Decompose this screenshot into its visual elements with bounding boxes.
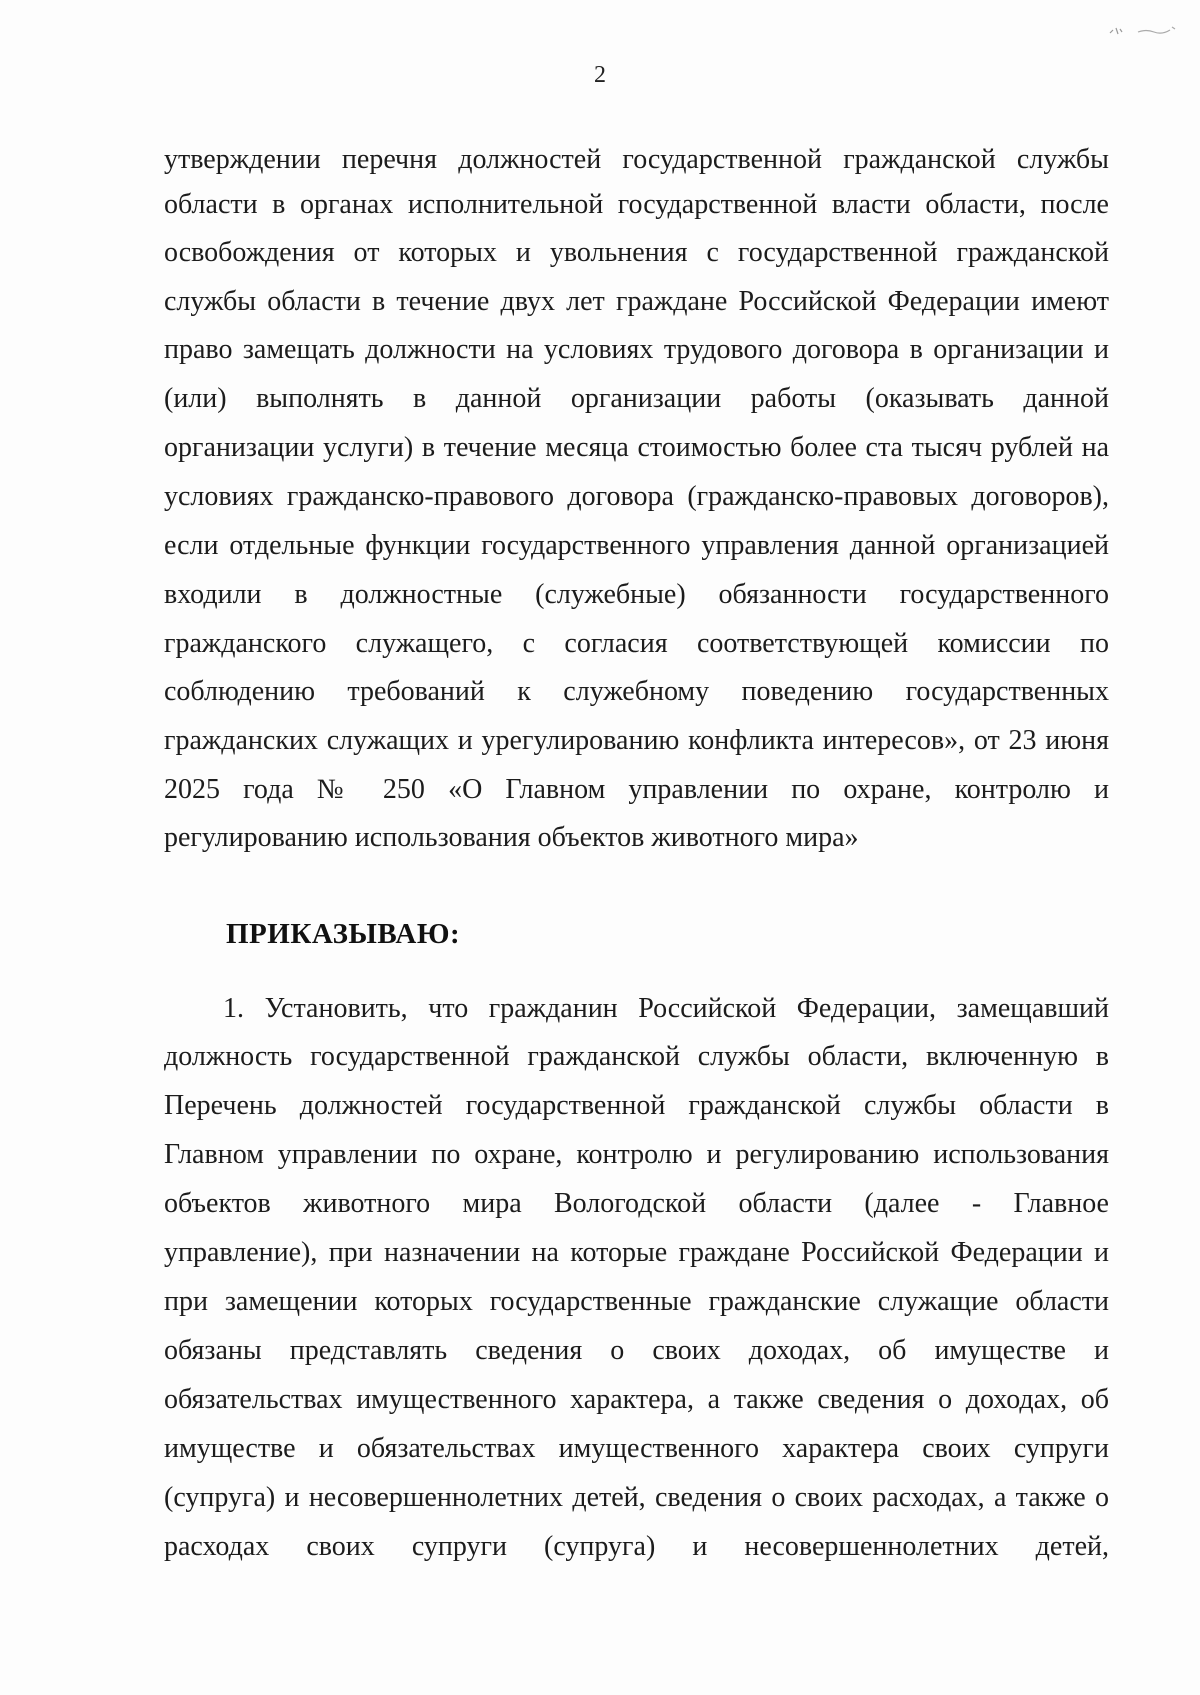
text-line: 2025 года № 250 «О Главном управлении по охране, контролю и bbox=[164, 774, 1109, 805]
text-line: гражданских служащих и урегулированию конфликта интересов», от 23 июня bbox=[164, 725, 1109, 756]
scan-artifact-mark bbox=[1108, 24, 1178, 38]
text-line: Перечень должностей государственной гражданской службы области в bbox=[164, 1090, 1109, 1121]
text-line: при замещении которых государственные гражданские служащие области bbox=[164, 1286, 1109, 1317]
text-line: освобождения от которых и увольнения с государственной гражданской bbox=[164, 237, 1109, 268]
text-line: (супруга) и несовершеннолетних детей, сведения о своих расходах, а также о bbox=[164, 1482, 1109, 1513]
text-line: обязательствах имущественного характера, а также сведения о доходах, об bbox=[164, 1384, 1109, 1415]
text-line: гражданского служащего, с согласия соответствующей комиссии по bbox=[164, 628, 1109, 659]
text-line: области в органах исполнительной государственной власти области, после bbox=[164, 189, 1109, 220]
text-line: расходах своих супруги (супруга) и несовершеннолетних детей, bbox=[164, 1531, 1109, 1562]
text-line: управление), при назначении на которые граждане Российской Федерации и bbox=[164, 1237, 1109, 1268]
page-number: 2 bbox=[594, 62, 606, 88]
text-line: если отдельные функции государственного управления данной организацией bbox=[164, 530, 1109, 561]
text-line: должность государственной гражданской службы области, включенную в bbox=[164, 1041, 1109, 1072]
text-line: службы области в течение двух лет граждане Российской Федерации имеют bbox=[164, 286, 1109, 317]
text-line: обязаны представлять сведения о своих доходах, об имуществе и bbox=[164, 1335, 1109, 1366]
order-heading: ПРИКАЗЫВАЮ: bbox=[226, 918, 461, 950]
text-line: 1. Установить, что гражданин Российской Федерации, замещавший bbox=[223, 993, 1109, 1024]
text-line: право замещать должности на условиях трудового договора в организации и bbox=[164, 334, 1109, 365]
text-line: (или) выполнять в данной организации работы (оказывать данной bbox=[164, 383, 1109, 414]
text-line: утверждении перечня должностей государственной гражданской службы bbox=[164, 144, 1109, 175]
text-line: Главном управлении по охране, контролю и регулированию использования bbox=[164, 1139, 1109, 1170]
text-line: условиях гражданско-правового договора (гражданско-правовых договоров), bbox=[164, 481, 1109, 512]
text-line: объектов животного мира Вологодской области (далее - Главное bbox=[164, 1188, 1109, 1219]
text-line: имуществе и обязательствах имущественного характера своих супруги bbox=[164, 1433, 1109, 1464]
text-line: регулированию использования объектов животного мира» bbox=[164, 822, 859, 853]
text-line: входили в должностные (служебные) обязанности государственного bbox=[164, 579, 1109, 610]
text-line: соблюдению требований к служебному поведению государственных bbox=[164, 676, 1109, 707]
text-line: организации услуги) в течение месяца стоимостью более ста тысяч рублей на bbox=[164, 432, 1109, 463]
